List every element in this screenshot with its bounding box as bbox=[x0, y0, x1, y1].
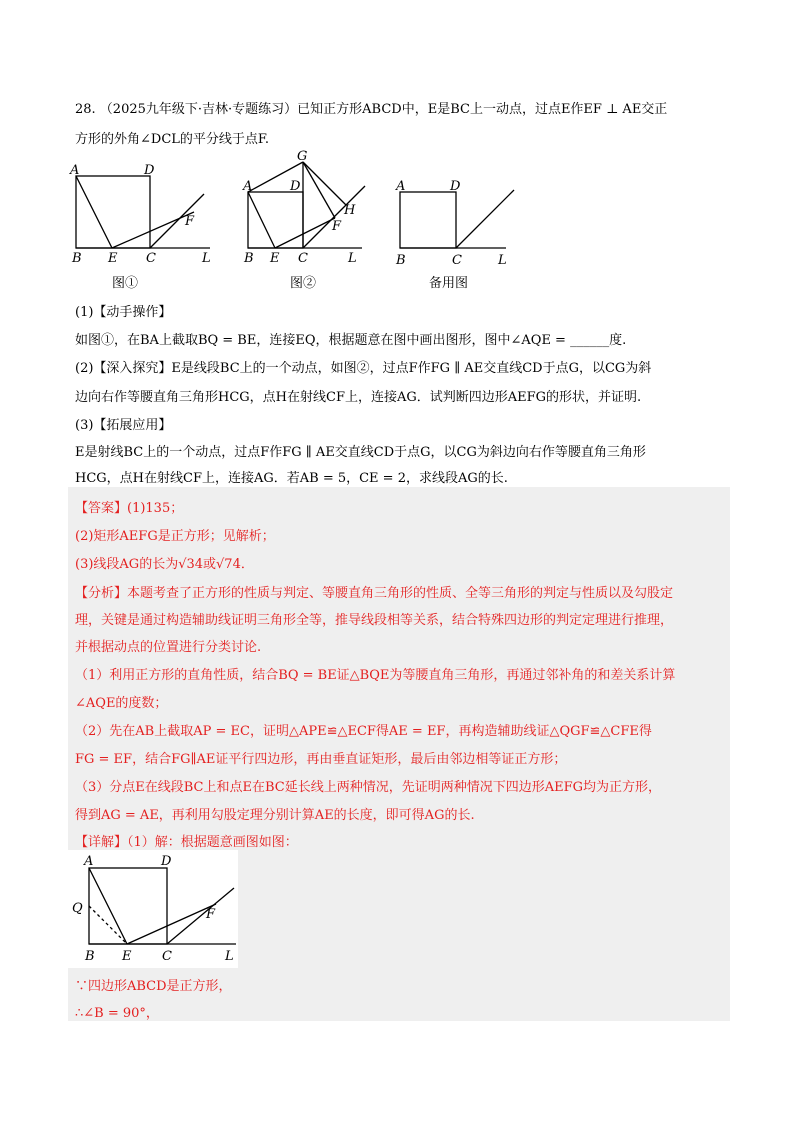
label-E: E bbox=[122, 949, 132, 964]
label-A: A bbox=[84, 854, 94, 869]
part2-line-2: 边向右作等腰直角三角形HCG，点H在射线CF上，连接AG．试判断四边形AEFG的形状，并证明. bbox=[75, 390, 642, 405]
step2-a: （2）先在AB上截取AP = EC，证明△APE≌△ECF得AE = EF，再构造辅助线证△QGF≌△CFE得 bbox=[75, 724, 652, 739]
label-G: G bbox=[297, 149, 308, 164]
detail-heading: 【详解】（1）解：根据题意画图如图： bbox=[75, 835, 298, 850]
answer-3: (3)线段AG的长为√34或√74． bbox=[75, 557, 254, 572]
answer-1: 【答案】(1)135； bbox=[75, 501, 184, 516]
part1-title: (1)【动手操作】 bbox=[75, 305, 172, 320]
part3-line-2: HCG，点H在射线CF上，连接AG．若AB = 5，CE = 2，求线段AG的长. bbox=[75, 471, 508, 486]
label-F: F bbox=[206, 907, 216, 922]
label-L: L bbox=[225, 949, 234, 964]
analysis-3: 并根据动点的位置进行分类讨论. bbox=[75, 640, 262, 655]
part2-line-1: (2)【深入探究】E是线段BC上的一个动点，如图②，过点F作FG ∥ AE交直线CD于点G，以CG为斜 bbox=[75, 361, 652, 376]
analysis-2: 理，关键是通过构造辅助线证明三角形全等，推导线段相等关系，结合特殊四边形的判定定理进行推理， bbox=[75, 613, 674, 628]
label-H: H bbox=[344, 203, 356, 218]
label-B: B bbox=[72, 251, 82, 265]
label-E: E bbox=[270, 251, 280, 266]
question-line-2: 方形的外角∠DCL的平分线于点F. bbox=[75, 132, 270, 147]
label-C: C bbox=[146, 251, 156, 265]
part3-title: (3)【拓展应用】 bbox=[75, 418, 172, 433]
label-A: A bbox=[70, 163, 80, 178]
label-L: L bbox=[348, 251, 357, 266]
proof-line-1: ∵四边形ABCD是正方形， bbox=[75, 979, 232, 994]
label-D: D bbox=[290, 179, 301, 194]
analysis-1: 【分析】本题考查了正方形的性质与判定、等腰直角三角形的性质、全等三角形的判定与性质以及勾股定 bbox=[75, 586, 674, 601]
label-C: C bbox=[298, 251, 308, 266]
proof-line-2: ∴∠B = 90°， bbox=[75, 1006, 159, 1021]
label-F: F bbox=[332, 219, 342, 234]
answer-2: (2)矩形AEFG是正方形；见解析； bbox=[75, 529, 275, 544]
label-D: D bbox=[450, 179, 461, 194]
label-B: B bbox=[244, 251, 254, 266]
label-L: L bbox=[202, 251, 211, 265]
step2-b: FG = EF，结合FG∥AE证平行四边形，再由垂直证矩形，最后由邻边相等证正方形； bbox=[75, 752, 567, 767]
figure-2-caption: 图② bbox=[290, 276, 317, 291]
label-Q: Q bbox=[72, 901, 83, 916]
label-C: C bbox=[452, 253, 462, 267]
step3-a: （3）分点E在线段BC上和点E在BC延长线上两种情况，先证明两种情况下四边形AEFG均为正方形， bbox=[75, 780, 662, 795]
figure-3 bbox=[392, 172, 522, 267]
part1-text: 如图①，在BA上截取BQ = BE，连接EQ，根据题意在图中画出图形，图中∠AQE = ______度. bbox=[75, 333, 627, 348]
question-line-1: 28. （2025九年级下·吉林·专题练习）已知正方形ABCD中，E是BC上一动点，过点E作EF ⊥ AE交正 bbox=[75, 102, 668, 117]
figure-1-caption: 图① bbox=[112, 276, 139, 291]
step1-a: （1）利用正方形的直角性质，结合BQ = BE证△BQE为等腰直角三角形，再通过邻补角的和差关系计算 bbox=[75, 668, 676, 683]
step3-b: 得到AG = AE，再利用勾股定理分别计算AE的长度，即可得AG的长. bbox=[75, 808, 475, 823]
label-C: C bbox=[162, 949, 172, 964]
label-A: A bbox=[396, 179, 406, 194]
label-L: L bbox=[498, 253, 507, 267]
label-E: E bbox=[108, 251, 118, 265]
figure-3-caption: 备用图 bbox=[429, 276, 469, 291]
figure-1 bbox=[68, 160, 228, 265]
part3-line-1: E是射线BC上的一个动点，过点F作FG ∥ AE交直线CD于点G，以CG为斜边向右作等腰直角三角形 bbox=[75, 445, 646, 460]
label-B: B bbox=[396, 253, 406, 267]
label-D: D bbox=[144, 163, 155, 178]
label-D: D bbox=[161, 854, 172, 869]
label-F: F bbox=[185, 214, 195, 229]
solution-figure bbox=[68, 850, 238, 968]
label-B: B bbox=[85, 949, 95, 964]
label-A: A bbox=[243, 179, 253, 194]
step1-b: ∠AQE的度数； bbox=[75, 696, 168, 711]
figure-2 bbox=[240, 148, 380, 266]
